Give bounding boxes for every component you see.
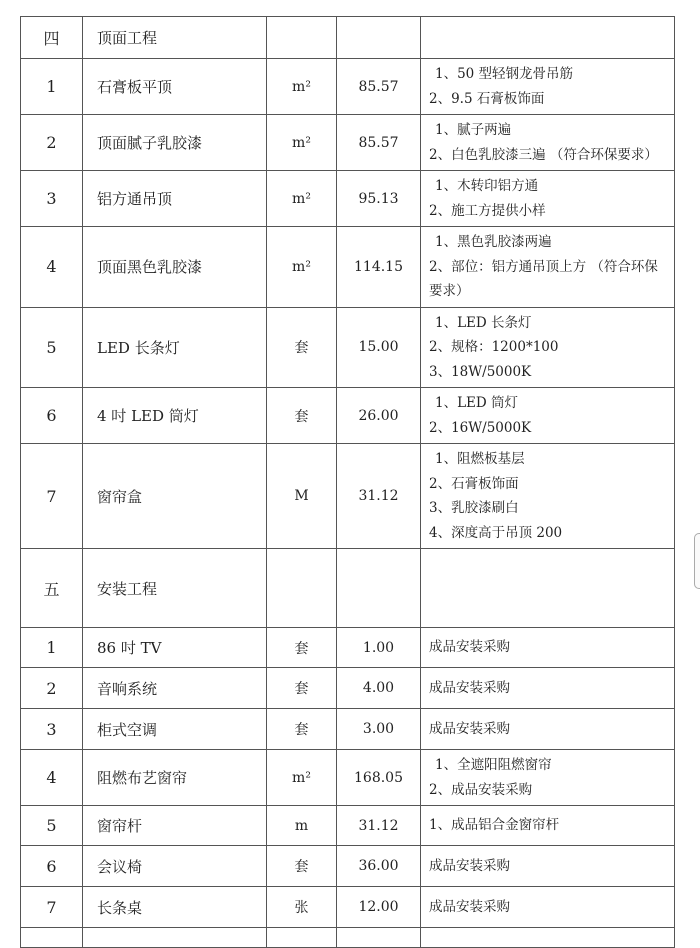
bill-of-quantities-table bbox=[20, 16, 675, 948]
description-line: 2、施工方提供小样 bbox=[429, 202, 546, 219]
table-body bbox=[21, 17, 675, 948]
table-row bbox=[21, 887, 675, 928]
table-row bbox=[21, 388, 675, 444]
unit: M bbox=[267, 444, 337, 549]
description-line: 成品安装采购 bbox=[429, 639, 510, 656]
side-scroll-handle[interactable] bbox=[694, 533, 700, 589]
item-description bbox=[421, 549, 675, 628]
item-name bbox=[83, 928, 267, 948]
row-number: 6 bbox=[21, 388, 83, 444]
item-description bbox=[421, 806, 675, 846]
description-line: 成品安装采购 bbox=[429, 857, 510, 874]
item-name: 阻燃布艺窗帘 bbox=[83, 750, 267, 806]
item-name: 窗帘盒 bbox=[83, 444, 267, 549]
table-row bbox=[21, 628, 675, 668]
table-row bbox=[21, 227, 675, 308]
quantity: 31.12 bbox=[337, 444, 421, 549]
item-name: 柜式空调 bbox=[83, 709, 267, 750]
item-name: 会议椅 bbox=[83, 846, 267, 887]
row-number: 1 bbox=[21, 628, 83, 668]
unit: m² bbox=[267, 59, 337, 115]
quantity: 15.00 bbox=[337, 307, 421, 388]
quantity: 85.57 bbox=[337, 59, 421, 115]
quantity: 3.00 bbox=[337, 709, 421, 750]
unit: 套 bbox=[267, 388, 337, 444]
quantity: 114.15 bbox=[337, 227, 421, 308]
unit: m bbox=[267, 806, 337, 846]
unit: 套 bbox=[267, 628, 337, 668]
unit: 套 bbox=[267, 668, 337, 709]
unit bbox=[267, 17, 337, 59]
row-number bbox=[21, 928, 83, 948]
unit: m² bbox=[267, 171, 337, 227]
quantity: 168.05 bbox=[337, 750, 421, 806]
row-number: 2 bbox=[21, 668, 83, 709]
item-name: LED 长条灯 bbox=[83, 307, 267, 388]
item-description bbox=[421, 227, 675, 308]
row-number: 7 bbox=[21, 887, 83, 928]
item-description bbox=[421, 887, 675, 928]
description-line: 1、全遮阳阻燃窗帘 bbox=[435, 757, 552, 773]
unit bbox=[267, 549, 337, 628]
row-number: 1 bbox=[21, 59, 83, 115]
description-line: 1、黑色乳胶漆两遍 bbox=[435, 234, 552, 250]
row-number: 4 bbox=[21, 750, 83, 806]
item-description bbox=[421, 115, 675, 171]
item-description bbox=[421, 171, 675, 227]
item-name: 安装工程 bbox=[83, 549, 267, 628]
row-number: 3 bbox=[21, 171, 83, 227]
quantity: 12.00 bbox=[337, 887, 421, 928]
unit bbox=[267, 928, 337, 948]
quantity: 26.00 bbox=[337, 388, 421, 444]
description-line: 成品安装采购 bbox=[429, 679, 510, 696]
section-row bbox=[21, 549, 675, 628]
item-description bbox=[421, 17, 675, 59]
item-name: 4 吋 LED 筒灯 bbox=[83, 388, 267, 444]
item-description bbox=[421, 928, 675, 948]
item-description bbox=[421, 59, 675, 115]
table-row bbox=[21, 846, 675, 887]
item-name: 顶面黑色乳胶漆 bbox=[83, 227, 267, 308]
item-name: 音响系统 bbox=[83, 668, 267, 709]
section-row bbox=[21, 17, 675, 59]
item-name: 顶面腻子乳胶漆 bbox=[83, 115, 267, 171]
description-line: 成品安装采购 bbox=[429, 898, 510, 915]
unit: m² bbox=[267, 750, 337, 806]
table-row bbox=[21, 928, 675, 948]
item-description bbox=[421, 846, 675, 887]
quantity: 1.00 bbox=[337, 628, 421, 668]
item-name: 铝方通吊顶 bbox=[83, 171, 267, 227]
item-description bbox=[421, 444, 675, 549]
quantity: 36.00 bbox=[337, 846, 421, 887]
table-row bbox=[21, 59, 675, 115]
row-number: 7 bbox=[21, 444, 83, 549]
row-number: 3 bbox=[21, 709, 83, 750]
item-description bbox=[421, 750, 675, 806]
unit: 套 bbox=[267, 709, 337, 750]
row-number: 五 bbox=[21, 549, 83, 628]
description-line: 2、部位：铝方通吊顶上方 （符合环保要求） bbox=[429, 258, 658, 299]
unit: m² bbox=[267, 115, 337, 171]
table-row bbox=[21, 750, 675, 806]
table-row bbox=[21, 668, 675, 709]
row-number: 4 bbox=[21, 227, 83, 308]
row-number: 5 bbox=[21, 806, 83, 846]
row-number: 6 bbox=[21, 846, 83, 887]
unit: 张 bbox=[267, 887, 337, 928]
table-row bbox=[21, 806, 675, 846]
item-name: 窗帘杆 bbox=[83, 806, 267, 846]
description-line: 1、成品铝合金窗帘杆 bbox=[429, 817, 560, 834]
description-line: 3、18W/5000K bbox=[429, 363, 532, 380]
description-line: 1、50 型轻钢龙骨吊筋 bbox=[435, 66, 574, 82]
description-line: 3、乳胶漆刷白 bbox=[429, 500, 519, 516]
quantity bbox=[337, 17, 421, 59]
quantity: 95.13 bbox=[337, 171, 421, 227]
item-name: 顶面工程 bbox=[83, 17, 267, 59]
description-line: 成品安装采购 bbox=[429, 720, 510, 737]
item-description bbox=[421, 668, 675, 709]
quantity: 85.57 bbox=[337, 115, 421, 171]
description-line: 1、阻燃板基层 bbox=[435, 451, 525, 467]
table-row bbox=[21, 709, 675, 750]
description-line: 2、石膏板饰面 bbox=[429, 475, 519, 492]
description-line: 2、9.5 石膏板饰面 bbox=[429, 90, 545, 107]
description-line: 4、深度高于吊顶 200 bbox=[429, 524, 563, 541]
unit: m² bbox=[267, 227, 337, 308]
description-line: 1、LED 筒灯 bbox=[435, 395, 519, 411]
quantity bbox=[337, 928, 421, 948]
description-line: 1、木转印铝方通 bbox=[435, 178, 539, 194]
table-row bbox=[21, 171, 675, 227]
description-line: 1、LED 长条灯 bbox=[435, 314, 532, 331]
item-name: 长条桌 bbox=[83, 887, 267, 928]
item-description bbox=[421, 307, 675, 388]
row-number: 2 bbox=[21, 115, 83, 171]
row-number: 四 bbox=[21, 17, 83, 59]
description-line: 2、白色乳胶漆三遍 （符合环保要求） bbox=[429, 146, 658, 163]
unit: 套 bbox=[267, 307, 337, 388]
quantity: 31.12 bbox=[337, 806, 421, 846]
table-row bbox=[21, 307, 675, 388]
description-line: 2、成品安装采购 bbox=[429, 781, 533, 798]
item-description bbox=[421, 628, 675, 668]
row-number: 5 bbox=[21, 307, 83, 388]
description-line: 1、腻子两遍 bbox=[435, 122, 512, 138]
description-line: 2、16W/5000K bbox=[429, 419, 532, 436]
item-description bbox=[421, 709, 675, 750]
table-row bbox=[21, 115, 675, 171]
description-line: 2、规格：1200*100 bbox=[429, 339, 559, 355]
quantity bbox=[337, 549, 421, 628]
item-name: 86 吋 TV bbox=[83, 628, 267, 668]
quantity: 4.00 bbox=[337, 668, 421, 709]
item-name: 石膏板平顶 bbox=[83, 59, 267, 115]
unit: 套 bbox=[267, 846, 337, 887]
table-row bbox=[21, 444, 675, 549]
item-description bbox=[421, 388, 675, 444]
